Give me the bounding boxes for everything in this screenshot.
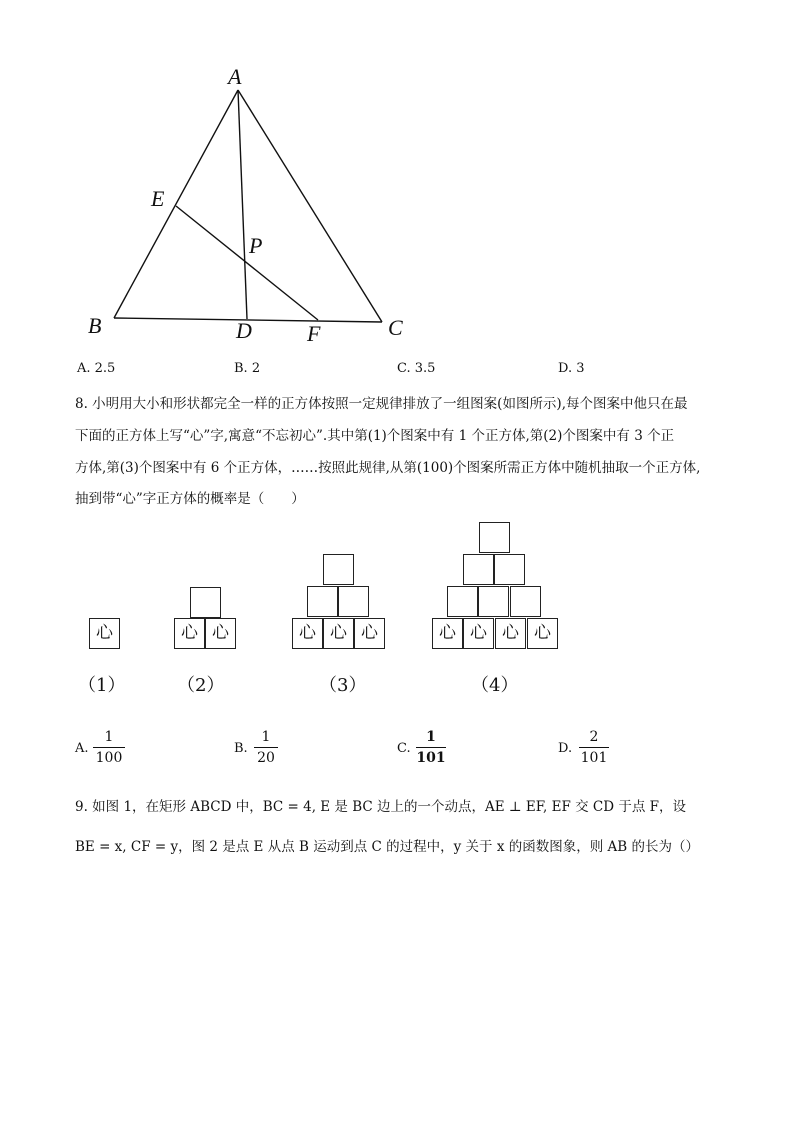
fraction-numerator: 1 [104, 729, 114, 745]
point-label-p: P [249, 233, 263, 258]
fraction-numerator: 1 [426, 729, 436, 745]
cube [478, 586, 509, 617]
point-label-d: D [236, 318, 252, 343]
cube-heart: 心 [354, 618, 385, 649]
cube-heart: 心 [292, 618, 323, 649]
fraction-denominator: 101 [580, 750, 608, 766]
fraction-bar [579, 747, 609, 748]
cube [447, 586, 478, 617]
q7-option-b[interactable]: B. 2 [234, 361, 261, 376]
q9-line-2: BE = x, CF = y，图 2 是点 E 从点 B 运动到点 C 的过程中，y 关于 x 的函数图象，则 AB 的长为（） [75, 839, 699, 855]
q8-line-3: 方体,第(3)个图案中有 6 个正方体，……按照此规律,从第(100)个图案所需正方体中随机抽取一个正方体, [75, 460, 701, 476]
cube [323, 554, 354, 585]
figure-label-4: （4） [471, 675, 519, 696]
cube-heart: 心 [89, 618, 120, 649]
cube [190, 587, 221, 618]
cube [338, 586, 369, 617]
q8-line-4: 抽到带“心”字正方体的概率是（ ） [75, 491, 305, 507]
q8-line-2: 下面的正方体上写“心”字,寓意“不忘初心”.其中第(1)个图案中有 1 个正方体,第(2)个图案中有 3 个正 [75, 428, 675, 444]
cube-heart: 心 [463, 618, 494, 649]
point-label-b: B [88, 313, 102, 338]
q8-option-c-letter[interactable]: C. [397, 741, 411, 756]
cube-heart: 心 [174, 618, 205, 649]
fraction-denominator: 101 [416, 750, 446, 766]
figure-label-1: （1） [78, 675, 126, 696]
cube [479, 522, 510, 553]
q7-option-c[interactable]: C. 3.5 [397, 361, 436, 376]
q8-line-1: 8. 小明用大小和形状都完全一样的正方体按照一定规律排放了一组图案(如图所示),每个图案中他只在最 [75, 396, 688, 412]
triangle-figure [0, 0, 794, 360]
q8-option-a-letter[interactable]: A. [75, 741, 89, 756]
segment-ad [238, 90, 247, 319]
fraction-bar [416, 747, 446, 748]
cube [463, 554, 494, 585]
fraction-numerator: 1 [261, 729, 271, 745]
q7-option-a[interactable]: A. 2.5 [77, 361, 116, 376]
point-label-c: C [388, 315, 403, 340]
figure-label-2: （2） [177, 675, 225, 696]
figure-label-3: （3） [319, 675, 367, 696]
point-label-e: E [151, 186, 165, 211]
side-ac [238, 90, 382, 322]
q7-option-d[interactable]: D. 3 [558, 361, 585, 376]
q8-option-c-fraction[interactable] [416, 729, 446, 766]
cube-heart: 心 [495, 618, 526, 649]
side-ab [114, 90, 238, 318]
point-label-a: A [228, 64, 242, 89]
fraction-numerator: 2 [589, 729, 599, 745]
q8-option-d-fraction[interactable] [579, 729, 609, 766]
cube [307, 586, 338, 617]
cube-heart: 心 [432, 618, 463, 649]
q9-line-1: 9. 如图 1，在矩形 ABCD 中，BC = 4, E 是 BC 边上的一个动点，AE ⊥ EF, EF 交 CD 于点 F，设 [75, 799, 686, 815]
q8-option-a-fraction[interactable] [93, 729, 125, 766]
cube-heart: 心 [527, 618, 558, 649]
q8-option-b-fraction[interactable] [254, 729, 278, 766]
q8-option-d-letter[interactable]: D. [558, 741, 573, 756]
fraction-bar [93, 747, 125, 748]
cube-heart: 心 [323, 618, 354, 649]
fraction-bar [254, 747, 278, 748]
cube [510, 586, 541, 617]
fraction-denominator: 20 [257, 750, 275, 766]
point-label-f: F [307, 321, 321, 346]
cube-heart: 心 [205, 618, 236, 649]
cube [494, 554, 525, 585]
fraction-denominator: 100 [95, 750, 123, 766]
q8-option-b-letter[interactable]: B. [234, 741, 248, 756]
